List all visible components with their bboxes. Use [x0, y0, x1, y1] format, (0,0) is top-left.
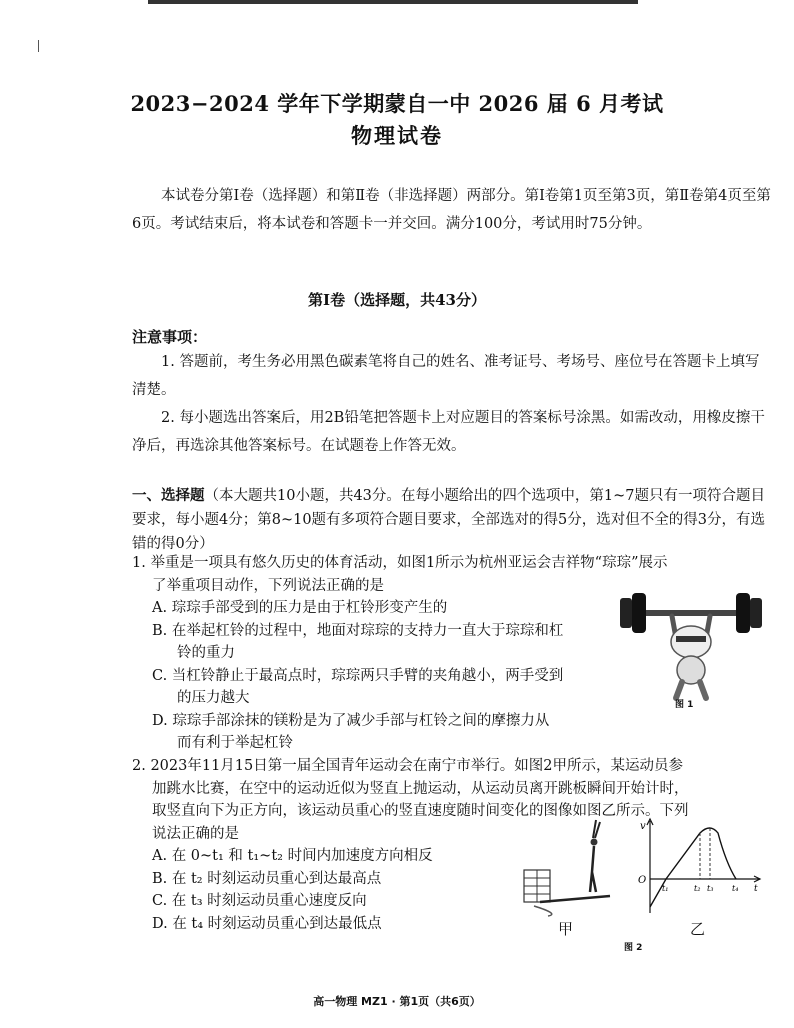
- barbell-plate-left-outer: [620, 598, 632, 628]
- q2-option-d: D. 在 t₄ 时刻运动员重心到达最低点: [152, 916, 382, 932]
- figure-2-diver: [520, 818, 620, 918]
- axis-label-t: t: [754, 884, 758, 894]
- q2-stem-line3: 取竖直向下为正方向，该运动员重心的竖直速度随时间变化的图像如图乙所示。下列: [152, 803, 689, 819]
- mc-heading: 一、选择题: [132, 488, 205, 504]
- exam-subject-title: 物理试卷: [351, 123, 443, 148]
- mascot-eyes: [676, 636, 706, 642]
- q1-option-d: D. 琮琮手部涂抹的镁粉是为了减少手部与杠铃之间的摩擦力从: [152, 713, 550, 729]
- q2-option-b: B. 在 t₂ 时刻运动员重心到达最高点: [152, 871, 382, 887]
- barbell-plate-left: [632, 593, 646, 633]
- q2-option-c: C. 在 t₃ 时刻运动员重心速度反向: [152, 893, 367, 909]
- q1-option-d-cont: 而有利于举起杠铃: [177, 735, 293, 751]
- notice-title: 注意事项：: [132, 328, 208, 346]
- page-footer: 高一物理 MZ1 · 第1页（共6页）: [313, 995, 481, 1008]
- diver-head: [591, 839, 598, 846]
- q1-stem-line2: 了举重项目动作，下列说法正确的是: [152, 578, 384, 594]
- q1-option-b-cont: 铃的重力: [177, 645, 235, 661]
- tick-label-t2: t₂: [694, 884, 701, 893]
- q2-stem-line1: 2. 2023年11月15日第一届全国青年运动会在南宁市举行。如图2甲所示，某运动员参: [132, 758, 683, 774]
- tick-label-t3: t₃: [707, 884, 714, 893]
- q1-option-c-cont: 的压力越大: [177, 690, 250, 706]
- mc-instructions: [132, 484, 772, 556]
- figure-1-mascot-weightlifting: [616, 590, 766, 705]
- section-title: 第Ⅰ卷（选择题，共43分）: [308, 291, 486, 309]
- barbell-plate-right-outer: [750, 598, 762, 628]
- axis-label-v: v: [640, 821, 646, 832]
- q1-option-c: C. 当杠铃静止于最高点时，琮琮两只手臂的夹角越小，两手受到: [152, 668, 564, 684]
- q2-option-a: A. 在 0~t₁ 和 t₁~t₂ 时间内加速度方向相反: [152, 848, 433, 864]
- figure-2-label-yi: 乙: [690, 920, 706, 938]
- q2-stem-line4: 说法正确的是: [152, 826, 239, 842]
- mc-desc: （本大题共10小题，共43分。在每小题给出的四个选项中，第1~7题只有一项符合题目要求，每小题4分；第8~10题有多项符合题目要求，全部选对的得5分，选对但不全的得3分，有选错的得0分）: [132, 488, 765, 552]
- figure-1-caption: 图 1: [675, 700, 694, 710]
- q1-option-a: A. 琮琮手部受到的压力是由于杠铃形变产生的: [152, 600, 448, 616]
- exam-intro: 本试卷分第Ⅰ卷（选择题）和第Ⅱ卷（非选择题）两部分。第Ⅰ卷第1页至第3页，第Ⅱ卷第4页至第6页。考试结束后，将本试卷和答题卡一并交回。满分100分，考试用时75分钟。: [132, 188, 771, 232]
- q1-option-b: B. 在举起杠铃的过程中，地面对琮琮的支持力一直大于琮琮和杠: [152, 623, 564, 639]
- board-support: [534, 906, 552, 916]
- tick-label-t1: t₁: [662, 884, 669, 893]
- figure-2-label-jia: 甲: [558, 920, 574, 938]
- scan-mark: [38, 40, 39, 52]
- figure-2-caption: 图 2: [624, 943, 643, 953]
- diver-arms: [593, 820, 600, 838]
- velocity-curve: [650, 828, 739, 907]
- figure-2-vt-graph: [630, 815, 770, 925]
- q2-stem-line2: 加跳水比赛，在空中的运动近似为竖直上抛运动，从运动员离开跳板瞬间开始计时，: [152, 781, 689, 797]
- axis-label-origin: O: [638, 875, 647, 886]
- q1-stem-line1: 1. 举重是一项具有悠久历史的体育活动，如图1所示为杭州亚运会吉祥物“琮琮”展示: [132, 555, 668, 571]
- tick-label-t4: t₄: [732, 884, 739, 893]
- barbell-plate-right: [736, 593, 750, 633]
- notice-item-2: 2. 每小题选出答案后，用2B铅笔把答题卡上对应题目的答案标号涂黑。如需改动，用橡皮擦干净后，再选涂其他答案标号。在试题卷上作答无效。: [132, 410, 765, 454]
- scan-top-edge: [148, 0, 638, 4]
- exam-title: 2023−2024 学年下学期蒙自一中 2026 届 6 月考试: [130, 91, 664, 116]
- diver-body: [590, 846, 596, 892]
- notice-item-1: 1. 答题前，考生务必用黑色碳素笔将自己的姓名、准考证号、考场号、座位号在答题卡上填写清楚。: [132, 354, 760, 398]
